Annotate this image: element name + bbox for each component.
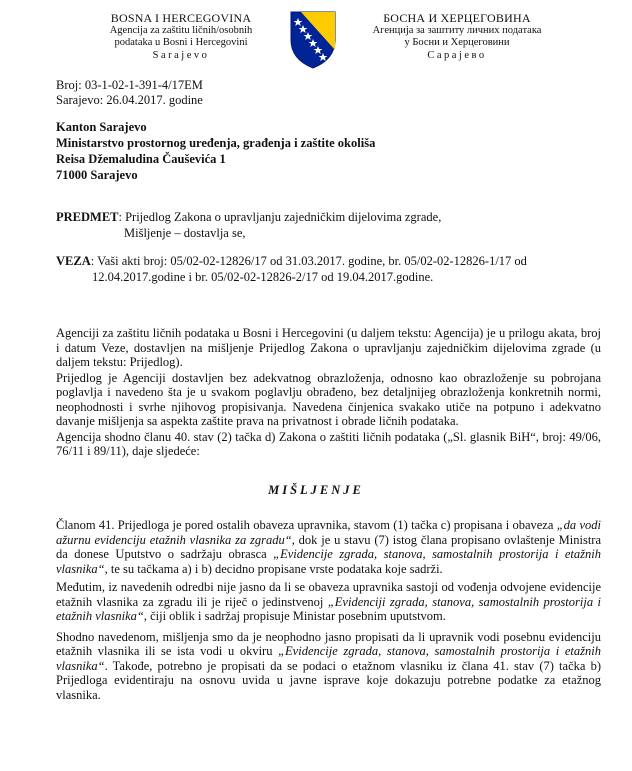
opinion-p3-text-a: Shodno navedenom, mišljenja smo da je neophodno jasno propisati da li upravnik vodi posebnu evidenciju etažnih vlasnika ili se ista vodi u okviru [56,629,601,658]
subject-label: PREDMET [56,210,119,224]
veza-line2: 12.04.2017.godine i br. 05/02-02-12826-2/17 od 19.04.2017.godine. [92,269,434,284]
header-cyrillic-line1: Агенција за заштиту личних података [372,24,542,36]
opinion-section [56,518,601,708]
veza-line1: : Vaši akti broj: 05/02-02-12826/17 od 31.03.2017. godine, br. 05/02-02-12826-1/17 od [90,254,527,268]
opinion-p1-quote-a: „da vodi ažurnu evidenciju etažnih vlasnika za zgradu“ [56,518,601,547]
opinion-paragraph-1 [56,518,601,576]
veza-block [56,254,601,285]
addressee-line4: 71000 Sarajevo [56,168,138,182]
subject-line1: : Prijedlog Zakona o upravljanju zajedničkim dijelovima zgrade, [118,210,442,224]
opinion-p2-text-a: Međutim, iz navedenih odredbi nije jasno da li se obaveza upravnika sastoji od vođenja odvojene evidencije etažnih vlasnika za zgradu ili je riječ o jedinstvenoj [56,580,601,609]
addressee-line2: Ministarstvo prostornog uređenja, građenja i zaštite okoliša [56,136,376,150]
header-cyrillic-title: БОСНА И ХЕРЦЕГОВИНА [383,11,531,25]
addressee-block [56,119,375,183]
intro-section [56,326,601,459]
reference-date: Sarajevo: 26.04.2017. godine [56,93,203,107]
header-latin [96,12,266,62]
header-latin-line2: podataka u Bosni i Hercegovini [114,37,248,48]
header-latin-title: BOSNA I HERCEGOVINA [110,11,252,25]
opinion-p2-text-b: , čiji oblik i sadržaj propisuje Ministar posebnim uputstvom. [143,609,446,623]
addressee-line1: Kanton Sarajevo [56,120,147,134]
reference-block [56,78,203,108]
header-cyrillic-line2: у Босни и Херцеговини [404,37,510,48]
addressee-line3: Reisa Džemaludina Čauševića 1 [56,152,226,166]
reference-number: Broj: 03-1-02-1-391-4/17EM [56,78,203,92]
bosnia-coat-of-arms-icon [289,10,337,70]
header-latin-city: Sarajevo [152,49,210,61]
subject-block [56,210,596,241]
opinion-p1-text-a: Članom 41. Prijedloga je pored ostalih obaveza upravnika, stavom (1) tačka c) propisana i obaveza [56,518,557,532]
opinion-p3-quote: „Evidencije zgrada, stanova, samostalnih prostorija i etažnih vlasnika“ [56,644,601,673]
opinion-title: MIŠLJENJE [268,483,364,497]
header-latin-line1: Agencija za zaštitu ličnih/osobnih [109,24,253,36]
opinion-paragraph-2 [56,580,601,624]
opinion-paragraph-3 [56,630,601,703]
opinion-p1-text-b: , dok je u stavu (7) istog člana propisano ovlaštenje Ministra da donese Uputstvo o sadržaju obrasca [56,532,601,561]
opinion-p1-quote-b: „Evidencije zgrada, stanova, samostalnih prostorija i etažnih vlasnika“ [56,547,601,576]
subject-line2: Mišljenje – dostavlja se, [124,225,246,240]
opinion-p3-text-b: . Takođe, potrebno je propisati da se podaci o etažnom vlasniku iz člana 41. stav (7) tačka b) Prijedloga evidentiraju na osnovu uvida u javne isprave koje dokazuju potrebne podatke za etažnog vlasnika. [56,658,601,702]
intro-paragraph-3: Agencija shodno članu 40. stav (2) tačka d) Zakona o zaštiti ličnih podataka („Sl. glasnik BiH“, broj: 49/06, 76/11 i 89/11), daje sljedeće: [56,429,601,458]
intro-paragraph-2: Prijedlog je Agenciji dostavljen bez adekvatnog obrazloženja, odnosno kao obrazloženje su pobrojana poglavlja i navedeno šta je u svakom poglavlju obrađeno, bez detaljnijeg obrazloženja konkretnih normi, neophodnosti i svrhe njihovog propisivanja. Navedena činjenica svakako utiče na potpuno i adekvatno davanje mišljenja sa aspekta zaštite prava na privatnost i obrade ličnih podataka. [56,370,601,428]
header-cyrillic-city: Сарајево [427,49,487,61]
header-cyrillic [372,12,542,62]
veza-label: VEZA [56,254,91,268]
intro-paragraph-1: Agenciji za zaštitu ličnih podataka u Bosni i Hercegovini (u daljem tekstu: Agencija) je u prilogu akata, broj i datum Veze, dostavljen na mišljenje Prijedlog Zakona o upravljanju zajedničkim dijelovima zgrade (u daljem tekstu: Prijedlog). [56,326,601,369]
opinion-p2-quote: „Evidenciji zgrada, stanova, samostalnih prostorija i etažnih vlasnika“ [56,594,601,623]
opinion-p1-text-c: , te su tačkama a) i b) decidno propisane vrste podataka koje sadrži. [104,561,443,576]
